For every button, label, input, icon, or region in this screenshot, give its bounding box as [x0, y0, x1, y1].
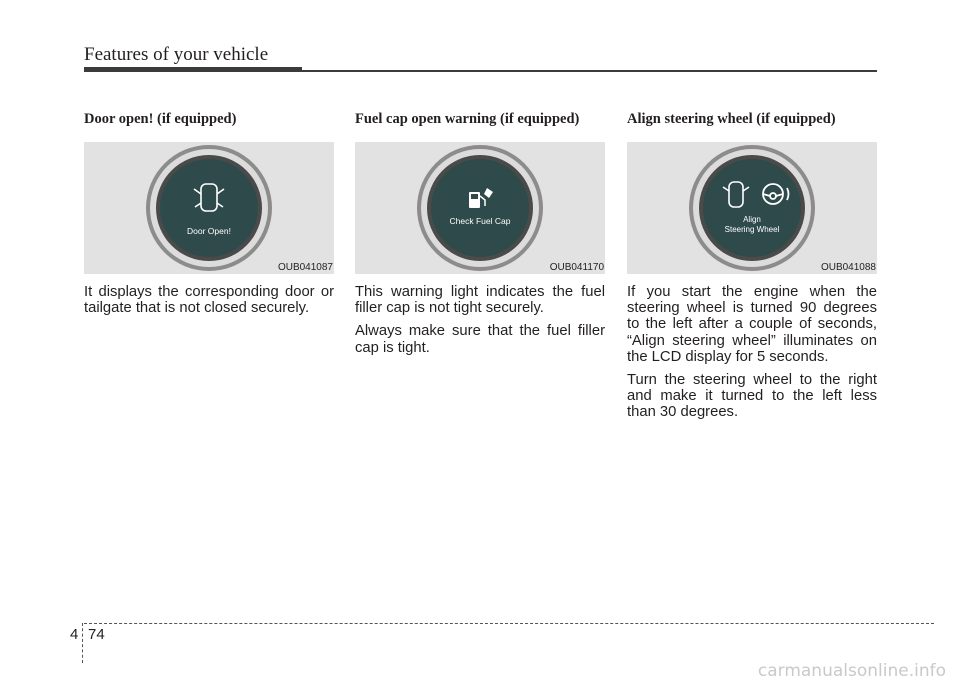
- door-open-display-image: [84, 142, 334, 274]
- section-door-open: [84, 111, 334, 316]
- paragraph: This warning light indicates the fuel filler cap is not tight securely.: [355, 284, 605, 317]
- footer-rule: [84, 623, 934, 624]
- figure-display-label: Check Fuel Cap: [449, 216, 511, 226]
- figure-fuel-cap: [355, 142, 605, 274]
- figure-align-steering: [627, 142, 877, 274]
- figure-door-open: [84, 142, 334, 274]
- paragraph: Turn the steering wheel to the right and make it turned to the left less than 30 degrees.: [627, 372, 877, 421]
- align-steering-display-image: [627, 142, 877, 274]
- section-heading: Align steering wheel (if equipped): [627, 111, 836, 127]
- footer-divider: [82, 623, 83, 663]
- figure-code: OUB041170: [549, 262, 604, 273]
- section-fuel-cap: [355, 111, 605, 356]
- figure-code: OUB041087: [277, 262, 333, 273]
- paragraph: If you start the engine when the steering wheel is turned 90 degrees to the left after a couple of seconds, “Align steering wheel” illuminates on the LCD display for 5 seconds.: [627, 284, 877, 365]
- fuel-cap-display-image: [355, 142, 605, 274]
- figure-display-label-line1: Align: [743, 215, 761, 224]
- figure-display-label-line2: Steering Wheel: [724, 225, 780, 234]
- paragraph: It displays the corresponding door or tailgate that is not closed securely.: [84, 284, 334, 317]
- figure-display-label: Door Open!: [187, 226, 231, 236]
- paragraph: Always make sure that the fuel filler cap is tight.: [355, 323, 605, 356]
- section-align-steering: [627, 111, 877, 421]
- header-rule-thick: [84, 67, 302, 72]
- section-heading: Fuel cap open warning (if equipped): [355, 111, 580, 127]
- header-rule-thin: [300, 70, 877, 72]
- chapter-number: 4: [70, 626, 79, 643]
- watermark: carmanualsonline.info: [757, 661, 946, 681]
- figure-code: OUB041088: [820, 262, 876, 273]
- section-heading: Door open! (if equipped): [84, 111, 237, 127]
- page-header-title: Features of your vehicle: [84, 44, 269, 65]
- page-number: 74: [88, 626, 105, 643]
